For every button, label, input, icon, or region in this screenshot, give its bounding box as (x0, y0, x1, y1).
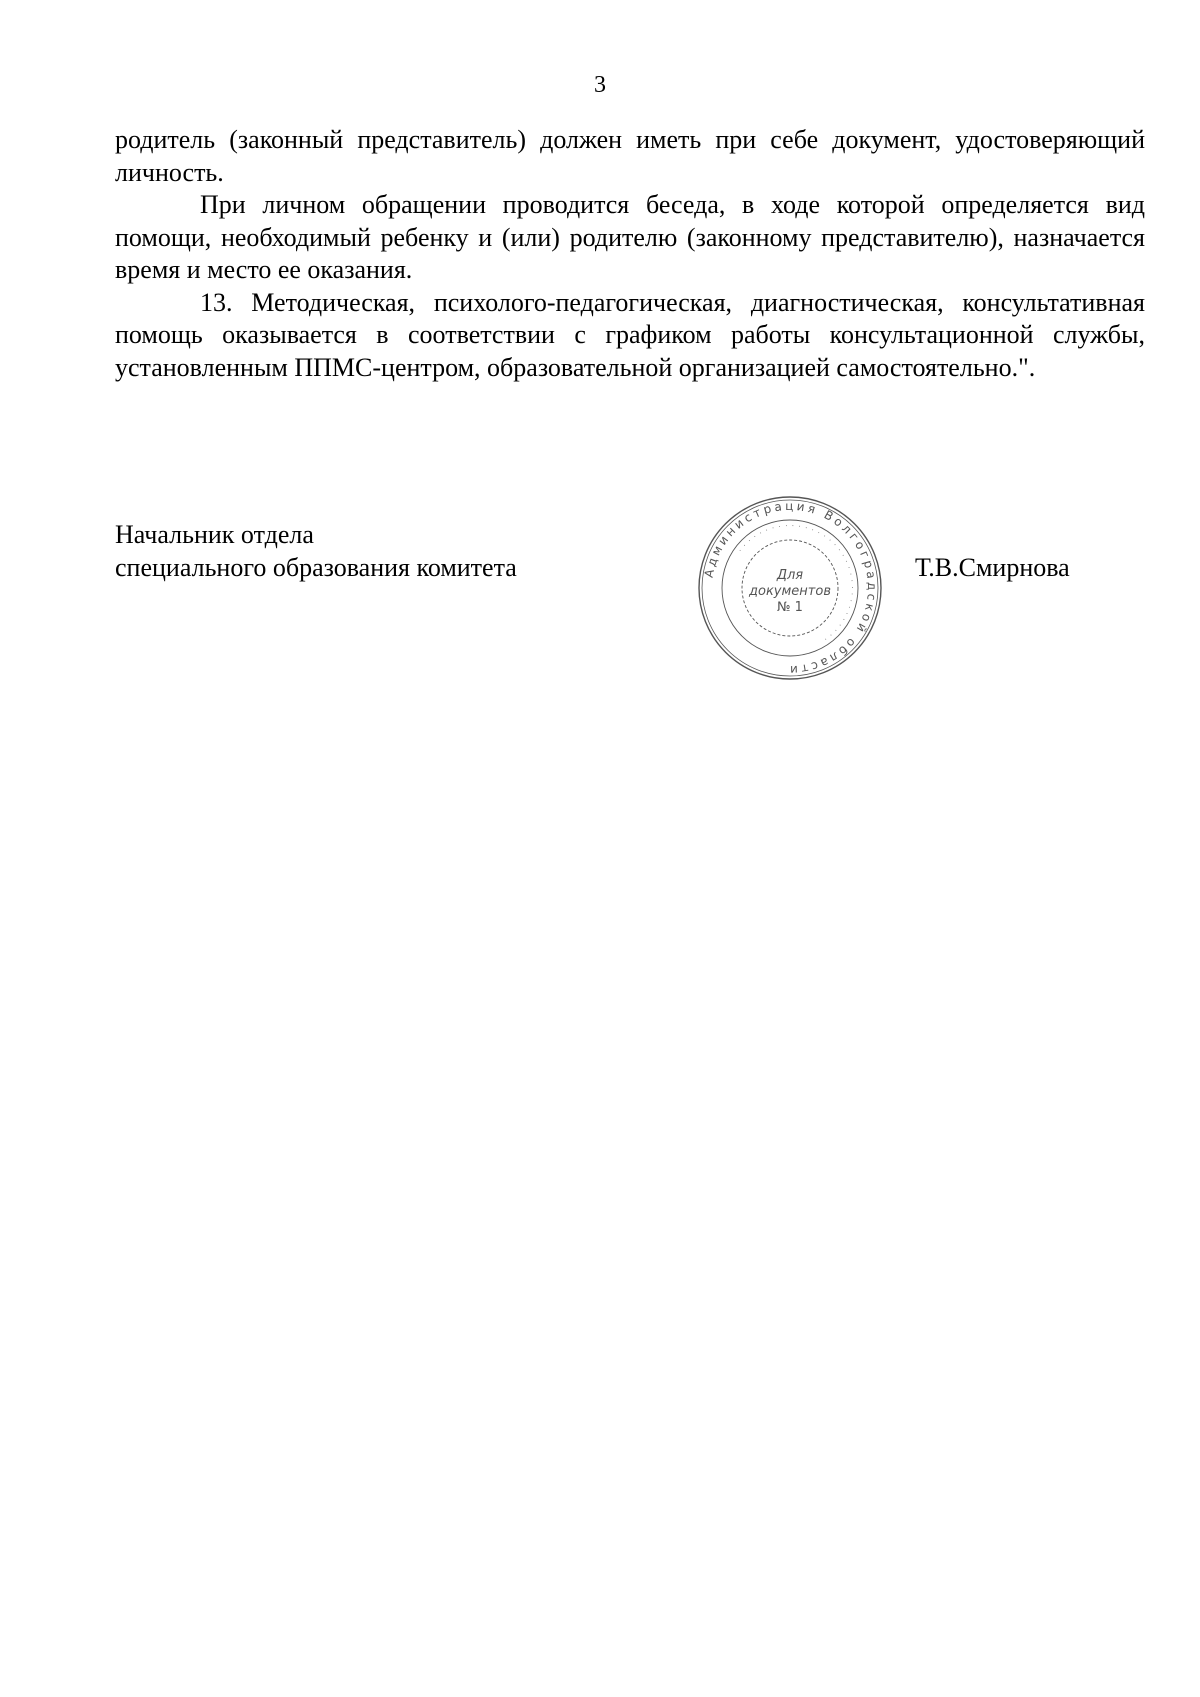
official-stamp (695, 493, 885, 683)
document-body (115, 124, 1145, 384)
stamp-outer-text: Администрация Волгоградской области (701, 498, 880, 678)
stamp-center-line-2: документов (749, 584, 831, 599)
signer-position (115, 518, 635, 584)
page-number: 3 (594, 72, 606, 98)
stamp-inner-text: · · · · · · · · · · · · · · · · · · · · · · · · · · · · · · · · · (736, 521, 857, 644)
paragraph-item-13: 13. Методическая, психолого-педагогическая, диагностическая, консультативная помощь оказывается в соответствии с графиком работы консультационной службы, установленным ППМС-центром, образовательной организацией самостоятельно.". (115, 287, 1145, 382)
signer-name: Т.В.Смирнова (915, 553, 1070, 582)
paragraph-continuation: родитель (законный представитель) должен иметь при себе документ, удостоверяющий личность. (115, 125, 1145, 187)
signer-position-line-1: Начальник отдела (115, 520, 314, 549)
paragraph-personal-visit: При личном обращении проводится беседа, в ходе которой определяется вид помощи, необходимый ребенку и (или) родителю (законному представителю), назначается время и место ее оказания. (115, 190, 1145, 284)
signature-block (115, 498, 1145, 718)
stamp-center-line-1: Для (776, 568, 804, 583)
signer-position-line-2: специального образования комитета (115, 553, 517, 582)
stamp-center-line-3: № 1 (777, 600, 803, 615)
